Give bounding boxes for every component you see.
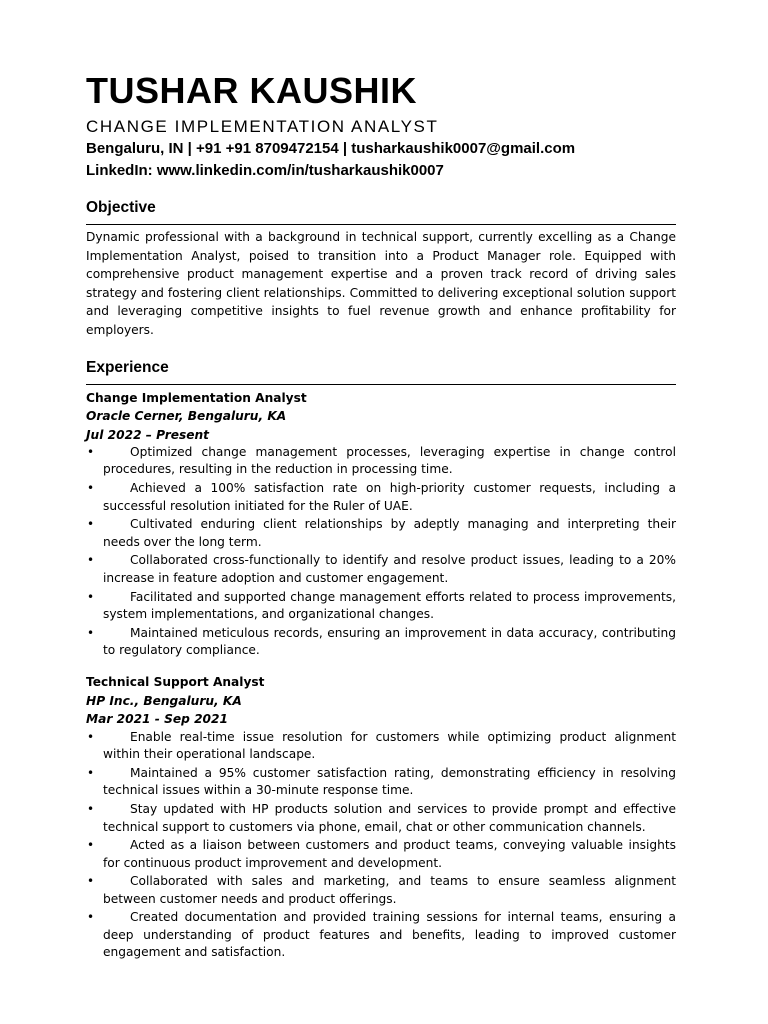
job-bullet: • Facilitated and supported change management efforts related to process improvements, system implementations, and organizational changes. (87, 589, 676, 621)
contact-line: Bengaluru, IN | +91 +91 8709472154 | tusharkaushik0007@gmail.com (86, 140, 576, 157)
bullet-icon: • (87, 766, 95, 781)
job-bullet: • Created documentation and provided training sessions for internal teams, ensuring a deep understanding of product features and benefits, leading to improved customer engagement and satisfaction. (87, 910, 676, 960)
bullet-icon: • (87, 802, 95, 817)
bullet-icon: • (87, 481, 95, 496)
job-company: HP Inc., Bengaluru, KA (86, 693, 242, 708)
job-bullet: • Enable real-time issue resolution for customers while optimizing product alignment within their operational landscape. (87, 729, 676, 762)
job-company: Oracle Cerner, Bengaluru, KA (86, 409, 287, 424)
bullet-icon: • (87, 910, 95, 925)
job-bullet: • Maintained a 95% customer satisfaction rating, demonstrating efficiency in resolving technical issues within a 30-minute response time. (87, 766, 676, 798)
bullet-icon: • (87, 445, 95, 460)
job-bullet: • Collaborated with sales and marketing, and teams to ensure seamless alignment between customer needs and product offerings. (87, 874, 676, 906)
candidate-name: TUSHAR KAUSHIK (86, 70, 417, 111)
resume-page (86, 70, 676, 963)
job-dates: Mar 2021 - Sep 2021 (86, 712, 229, 727)
job-entry (86, 673, 676, 961)
bullet-icon: • (87, 625, 95, 640)
bullet-icon: • (87, 874, 95, 889)
job-bullet: • Stay updated with HP products solution and services to provide prompt and effective technical support to customers via phone, email, chat or other communication channels. (87, 802, 676, 834)
linkedin-line: LinkedIn: www.linkedin.com/in/tusharkaushik0007 (86, 162, 444, 179)
job-title: Change Implementation Analyst (86, 390, 307, 405)
bullet-icon: • (87, 838, 95, 853)
bullet-icon: • (87, 553, 95, 568)
bullet-icon: • (87, 589, 95, 604)
bullet-icon: • (87, 517, 95, 532)
job-entry (86, 389, 676, 660)
job-bullet: • Cultivated enduring client relationships by adeptly managing and interpreting their needs over the long term. (87, 517, 676, 549)
job-bullet: • Optimized change management processes, leveraging expertise in change control procedures, resulting in the reduction in processing time. (87, 445, 676, 477)
experience-heading: Experience (86, 358, 676, 385)
job-title: Technical Support Analyst (86, 675, 265, 690)
bullet-icon: • (87, 729, 95, 744)
objective-heading: Objective (86, 198, 676, 225)
job-bullet-list (86, 729, 676, 962)
job-bullet: • Achieved a 100% satisfaction rate on high-priority customer requests, including a successful resolution initiated for the Ruler of UAE. (87, 481, 676, 513)
job-bullet: • Maintained meticulous records, ensuring an improvement in data accuracy, contributing to regulatory compliance. (87, 625, 676, 658)
job-dates: Jul 2022 – Present (86, 427, 209, 442)
job-bullet: • Acted as a liaison between customers and product teams, conveying valuable insights for continuous product improvement and development. (87, 838, 676, 870)
objective-text: Dynamic professional with a background in technical support, currently excelling as a Change Implementation Analyst, poised to transition into a Product Manager role. Equipped with comprehensive product management expertise and a proven track record of driving sales strategy and fostering client relationships. Committed to delivering exceptional solution support and leveraging competitive insights to fuel revenue growth and enhance profitability for employers. (86, 230, 676, 337)
candidate-role: CHANGE IMPLEMENTATION ANALYST (86, 117, 439, 136)
job-bullet-list (86, 444, 676, 659)
job-bullet: • Collaborated cross-functionally to identify and resolve product issues, leading to a 20% increase in feature adoption and customer engagement. (87, 553, 676, 585)
